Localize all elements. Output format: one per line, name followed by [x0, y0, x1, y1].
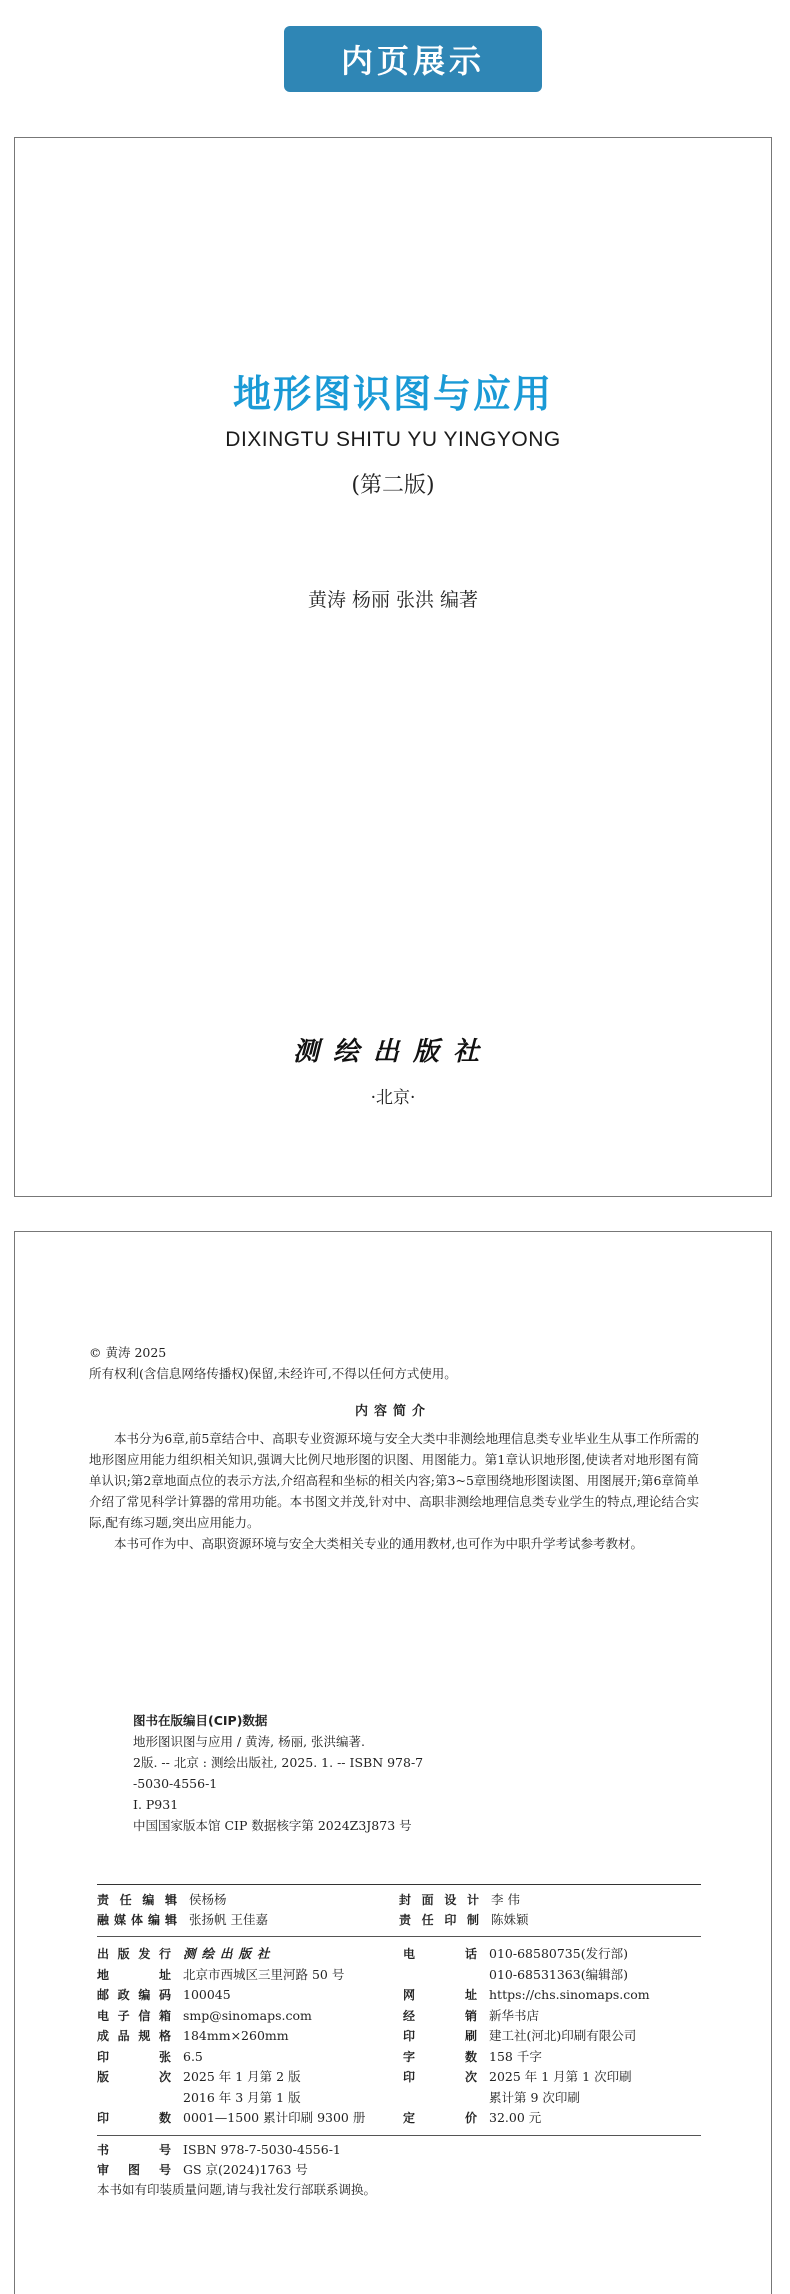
info-row	[403, 2067, 703, 2088]
info-row	[403, 1985, 703, 2006]
info-row	[97, 1965, 407, 1986]
cip-line: 中国国家版本馆 CIP 数据核字第 2024Z3J873 号	[133, 1818, 412, 1833]
info-label: 审 图 号	[97, 2163, 171, 2177]
info-label	[403, 1965, 489, 1986]
info-row	[97, 1985, 407, 2006]
credits-row	[97, 1890, 701, 1910]
cip-line: -5030-4556-1	[133, 1776, 218, 1791]
publisher-logo: 测绘出版社	[292, 1037, 493, 1067]
info-row	[403, 2026, 703, 2047]
divider	[97, 1936, 701, 1937]
book-authors: 黄涛 杨丽 张洪 编著	[307, 589, 479, 611]
info-value: https://chs.sinomaps.com	[489, 1987, 650, 2002]
credit-value: 李 伟	[491, 1892, 520, 1907]
info-row	[97, 2067, 407, 2088]
info-value: 6.5	[183, 2048, 203, 2064]
info-value: 建工社(河北)印刷有限公司	[489, 2028, 637, 2043]
intro-text	[89, 1428, 699, 1554]
info-row	[403, 2088, 703, 2109]
info-value: ISBN 978-7-5030-4556-1	[183, 2142, 341, 2157]
section-banner	[284, 26, 542, 92]
book-title: 地形图识图与应用	[232, 371, 553, 416]
info-label: 地 址	[97, 1967, 171, 1982]
info-row	[403, 1965, 703, 1986]
credit-value: 张扬帆 王佳嘉	[189, 1912, 268, 1927]
info-row	[97, 2047, 407, 2068]
info-row	[403, 2006, 703, 2027]
publisher-city: ·北京·	[370, 1088, 416, 1108]
info-value: 100045	[183, 1987, 231, 2002]
info-label: 邮政编码	[97, 1988, 171, 2002]
info-row	[97, 2006, 407, 2027]
info-value: 010-68531363(编辑部)	[489, 1966, 628, 1982]
publication-info-left	[97, 1944, 407, 2129]
info-label: 印 次	[403, 2070, 477, 2084]
info-value: 184mm×260mm	[183, 2028, 289, 2043]
info-label: 网 址	[403, 1988, 477, 2002]
copyright-line: © 黄涛 2025	[89, 1345, 167, 1360]
info-row	[97, 2088, 407, 2109]
divider	[97, 2135, 701, 2136]
intro-heading: 内容简介	[354, 1404, 431, 1419]
cip-line: 2版. -- 北京 : 测绘出版社, 2025. 1. -- ISBN 978-7	[133, 1755, 424, 1770]
publication-info-right	[403, 1944, 703, 2129]
info-value: 0001—1500 累计印刷 9300 册	[183, 2110, 366, 2125]
info-label: 印 张	[97, 2049, 171, 2064]
info-value: 2025 年 1 月第 1 次印刷	[489, 2069, 632, 2084]
credit-label: 融媒体编辑	[97, 1913, 177, 1927]
info-value: 2025 年 1 月第 2 版	[183, 2069, 301, 2084]
title-page	[14, 137, 772, 1197]
info-row	[403, 2047, 703, 2068]
info-value: 新华书店	[489, 2007, 540, 2023]
cip-heading: 图书在版编目(CIP)数据	[133, 1713, 268, 1728]
info-value: 北京市西城区三里河路 50 号	[183, 1966, 345, 1982]
info-label: 书 号	[97, 2143, 171, 2157]
info-label: 出版发行	[97, 1947, 171, 1961]
info-label: 电 话	[403, 1947, 477, 1961]
info-label: 字 数	[403, 2049, 477, 2064]
info-label: 印 刷	[403, 2029, 477, 2043]
info-row	[97, 2140, 701, 2160]
cip-line: Ⅰ. P931	[133, 1797, 179, 1812]
isbn-block	[97, 2140, 701, 2200]
cip-line: 地形图识图与应用 / 黄涛, 杨丽, 张洪编著.	[133, 1734, 366, 1749]
copyright-page	[14, 1231, 772, 2294]
credits-row	[97, 1910, 701, 1930]
info-label: 电子信箱	[97, 2008, 171, 2023]
info-label: 定 价	[403, 2111, 477, 2125]
info-value: 32.00 元	[489, 2110, 542, 2125]
info-label: 成品规格	[97, 2029, 171, 2043]
credit-label: 责任印制	[399, 1913, 479, 1927]
credit-value: 侯杨杨	[189, 1892, 227, 1907]
info-row	[97, 2108, 407, 2129]
info-row	[97, 1944, 407, 1965]
cip-block	[133, 1710, 553, 1836]
info-label: 印 数	[97, 2111, 171, 2125]
credits-block	[97, 1890, 701, 1930]
info-row	[403, 2108, 703, 2129]
info-label: 经 销	[403, 2008, 477, 2023]
copyright-block	[89, 1342, 709, 1384]
credit-value: 陈姝颖	[491, 1912, 529, 1927]
quality-notice: 本书如有印装质量问题,请与我社发行部联系调换。	[97, 2182, 376, 2197]
intro-paragraph: 本书分为6章,前5章结合中、高职专业资源环境与安全大类中非测绘地理信息类专业毕业生从事工作所需的地形图应用能力组织相关知识,强调大比例尺地形图的识图、用图能力。第1章认识地形图,使读者对地形图有简单认识;第2章地面点位的表示方法,介绍高程和坐标的相关内容;第3~5章围绕地形图读图、用图展开;第6章简单介绍了常见科学计算器的常用功能。本书图文并茂,针对中、高职非测绘地理信息类专业学生的特点,理论结合实际,配有练习题,突出应用能力。	[89, 1431, 699, 1530]
info-label	[403, 2088, 489, 2109]
info-label	[97, 2088, 183, 2109]
credit-label: 责任编辑	[97, 1893, 177, 1907]
intro-paragraph: 本书可作为中、高职资源环境与安全大类相关专业的通用教材,也可作为中职升学考试参考教材。	[114, 1536, 643, 1551]
info-label: 版 次	[97, 2070, 171, 2084]
rights-statement: 所有权利(含信息网络传播权)保留,未经许可,不得以任何方式使用。	[89, 1366, 457, 1381]
banner-label: 内页展示	[340, 42, 485, 80]
credit-label: 封面设计	[399, 1893, 479, 1907]
info-value: smp@sinomaps.com	[183, 2007, 312, 2023]
info-value: 010-68580735(发行部)	[489, 1946, 628, 1961]
info-value: 2016 年 3 月第 1 版	[183, 2089, 301, 2105]
info-value: 158 千字	[489, 2048, 542, 2064]
info-row	[97, 2026, 407, 2047]
info-row	[403, 1944, 703, 1965]
book-title-pinyin: DIXINGTU SHITU YU YINGYONG	[225, 428, 561, 451]
info-value: 累计第 9 次印刷	[489, 2089, 580, 2105]
info-row	[97, 2160, 701, 2180]
info-value: 测绘出版社	[183, 1946, 276, 1961]
divider	[97, 1884, 701, 1885]
book-edition: (第二版)	[351, 473, 435, 498]
info-value: GS 京(2024)1763 号	[183, 2162, 308, 2177]
